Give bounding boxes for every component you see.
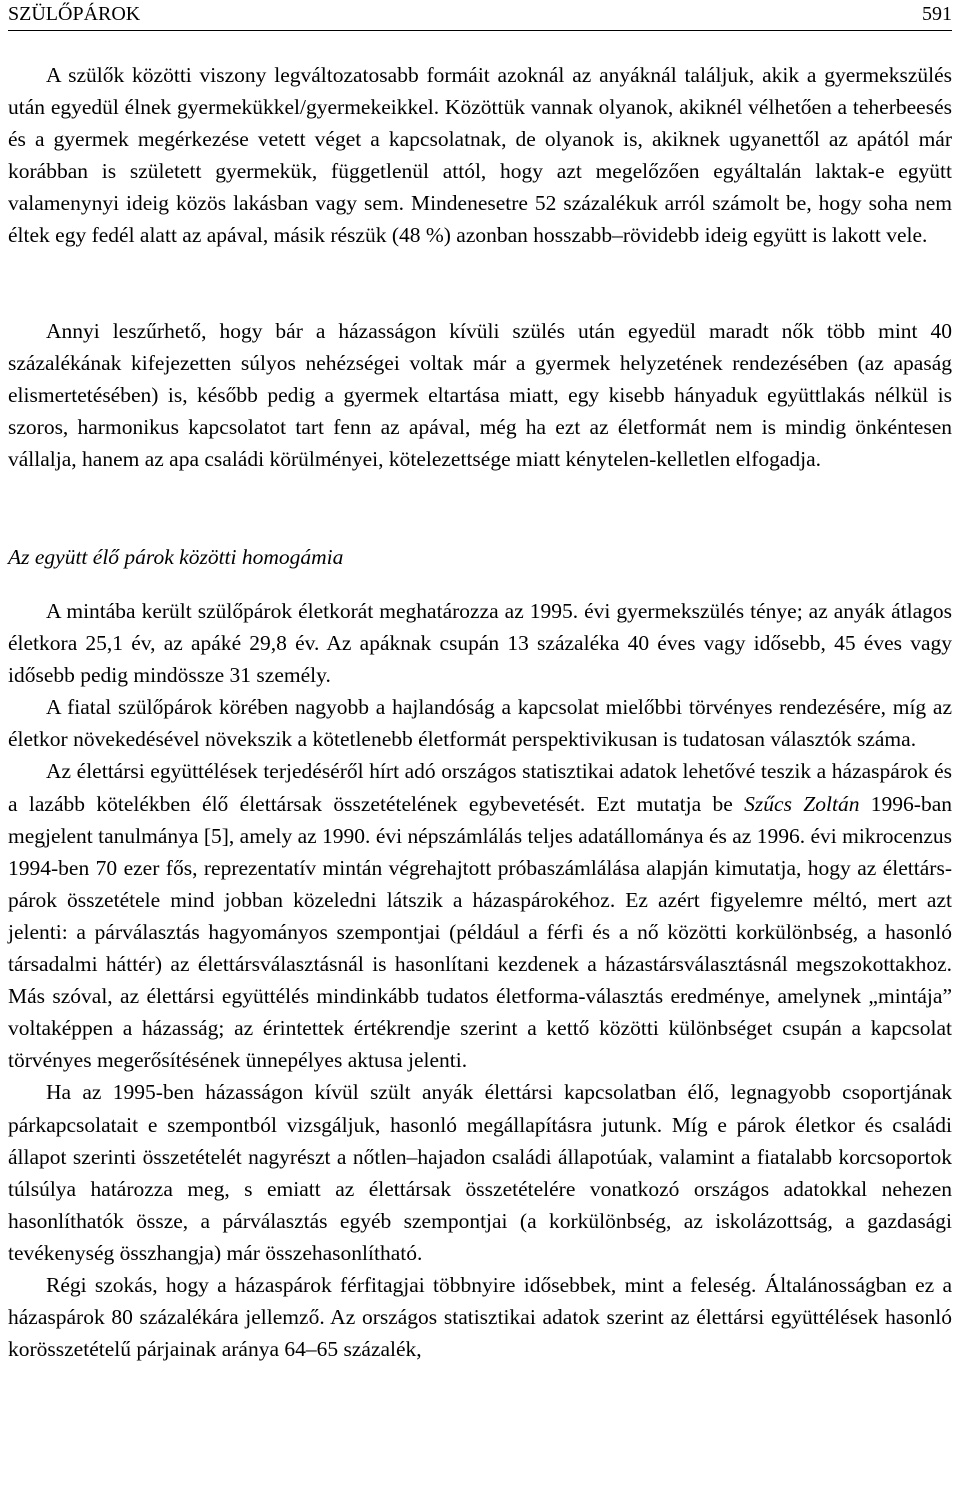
section-heading: Az együtt élő párok közötti homogámia (8, 545, 344, 569)
paragraph: A mintába került szülőpárok életkorát meghatározza az 1995. évi gyermekszülés ténye; az anyák átlagos életkora 25,1 év, az apáké 29,8 év. Az apáknak csupán 13 százaléka 40 éves vagy idősebb, 45 éves vagy idősebb pedig mindössze 31 személy. (8, 599, 952, 688)
paragraph-szucs (8, 755, 952, 1076)
paragraph: Régi szokás, hogy a házaspárok férfitagjai többnyire idősebbek, mint a feleség. Általánosságban ez a házaspárok 80 százalékára jellemző. Az országos statisztikai adatok szerint az élettársi együttélések hasonló korösszetételű párjainak aránya 64–65 százalék, (8, 1272, 952, 1362)
section-body (8, 595, 952, 1365)
paragraph: Ha az 1995-ben házasságon kívül szült anyák élettársi kapcsolatban élő, legnagyobb csoportjának párkapcsolatait e szempontból vizsgáljuk, hasonló megállapításra jutunk. Míg e párok életkor és családi állapot szerinti összetételét nagyrészt a nőtlen–hajadon családi állapotúak, valamint a fiatalabb korcsoportok túlsúlya határozza meg, s emiatt az élettársak összetételére vonatkozó országos adatokkal nehezen hasonlíthatók össze, a párválasztás egyéb szempontjai (a korkülönbség, az iskolázottság, a gazdasági tevékenység összhangja) már összehasonlítható. (8, 1080, 952, 1265)
paragraph: A fiatal szülőpárok körében nagyobb a hajlandóság a kapcsolat mielőbbi törvényes rendezésére, míg az életkor növekedésével növekszik a kötetlenebb életformát perspektivikusan is tudatosan választók száma. (8, 695, 952, 752)
author-name: Szűcs Zoltán (744, 791, 860, 816)
paragraph-text: 1996-ban megjelent tanulmánya [5], amely az 1990. évi népszámlálás teljes adatállománya és az 1996. évi mikrocenzus 1994-ben 70 ezer fős, reprezentatív mintán végrehajtott próbaszámlálása alapján kimutatja, hogy az élettárspárok összetétele mind jobban közeledni látszik a házaspárokéhoz. Ez azért figyelemre méltó, mert azt jelenti: a párválasztás hagyományos szempontjai (például a férfi és a nő közötti korkülönbség, a hasonló társadalmi háttér) az élettársválasztásnál is hasonlítani kezdenek a házastársválasztásnál megszokottakhoz. Más szóval, az élettársi együttélés mindinkább tudatos életforma-választás eredménye, amelynek „mintája” voltaképpen a házasság; az érintettek értékrendje szerint a kettő közötti különbséget csupán a kapcsolat törvényes megerősítésének ünnepélyes aktusa jelenti. (8, 791, 953, 1073)
page-number: 591 (922, 3, 952, 25)
paragraph: Annyi leszűrhető, hogy bár a házasságon kívüli szülés után egyedül maradt nők több mint 40 százalékának kifejezetten súlyos nehézségei voltak már a gyermek helyzetének rendezésében (az apaság elismertetésében) is, később pedig a gyermek eltartása miatt, egy kisebb hányaduk együttlakás nélkül is szoros, harmonikus kapcsolatot tart fenn az apával, még ha ezt az életformát nem is mindig önkéntesen vállalja, hanem az apa családi körülményei, kötelezettsége miatt kénytelen-kelletlen elfogadja. (8, 319, 952, 472)
running-title: SZÜLŐPÁROK (8, 3, 141, 25)
paragraph: A szülők közötti viszony legváltozatosabb formáit azoknál az anyáknál találjuk, akik a gyermekszülés után egyedül élnek gyermekükkel/gyermekeikkel. Közöttük vannak olyanok, akiknél vélhetően a teherbeesés és a gyermek megérkezése vetett véget a kapcsolatnak, de olyanok is, akiknek ugyanettől az apától már korábban is született gyermekük, függetlenül attól, hogy azt megelőzően egyáltalán laktak-e együtt valamenynyi ideig közös lakásban vagy sem. Mindenesetre 52 százalékuk arról számolt be, hogy soha nem éltek egy fedél alatt az apával, másik részük (48 %) azonban hosszabb–rövidebb ideig együtt is lakott vele. (8, 63, 952, 248)
intro-block-2 (8, 315, 952, 475)
paragraph-text: Az élettársi együttélések terjedéséről hírt adó országos statisztikai adatok lehetővé teszik a házaspárok és a lazább kötelékben élő élettársak összetételének egybevetését. Ezt mutatja be (8, 759, 952, 816)
intro-block (8, 59, 952, 252)
running-header (8, 0, 952, 31)
